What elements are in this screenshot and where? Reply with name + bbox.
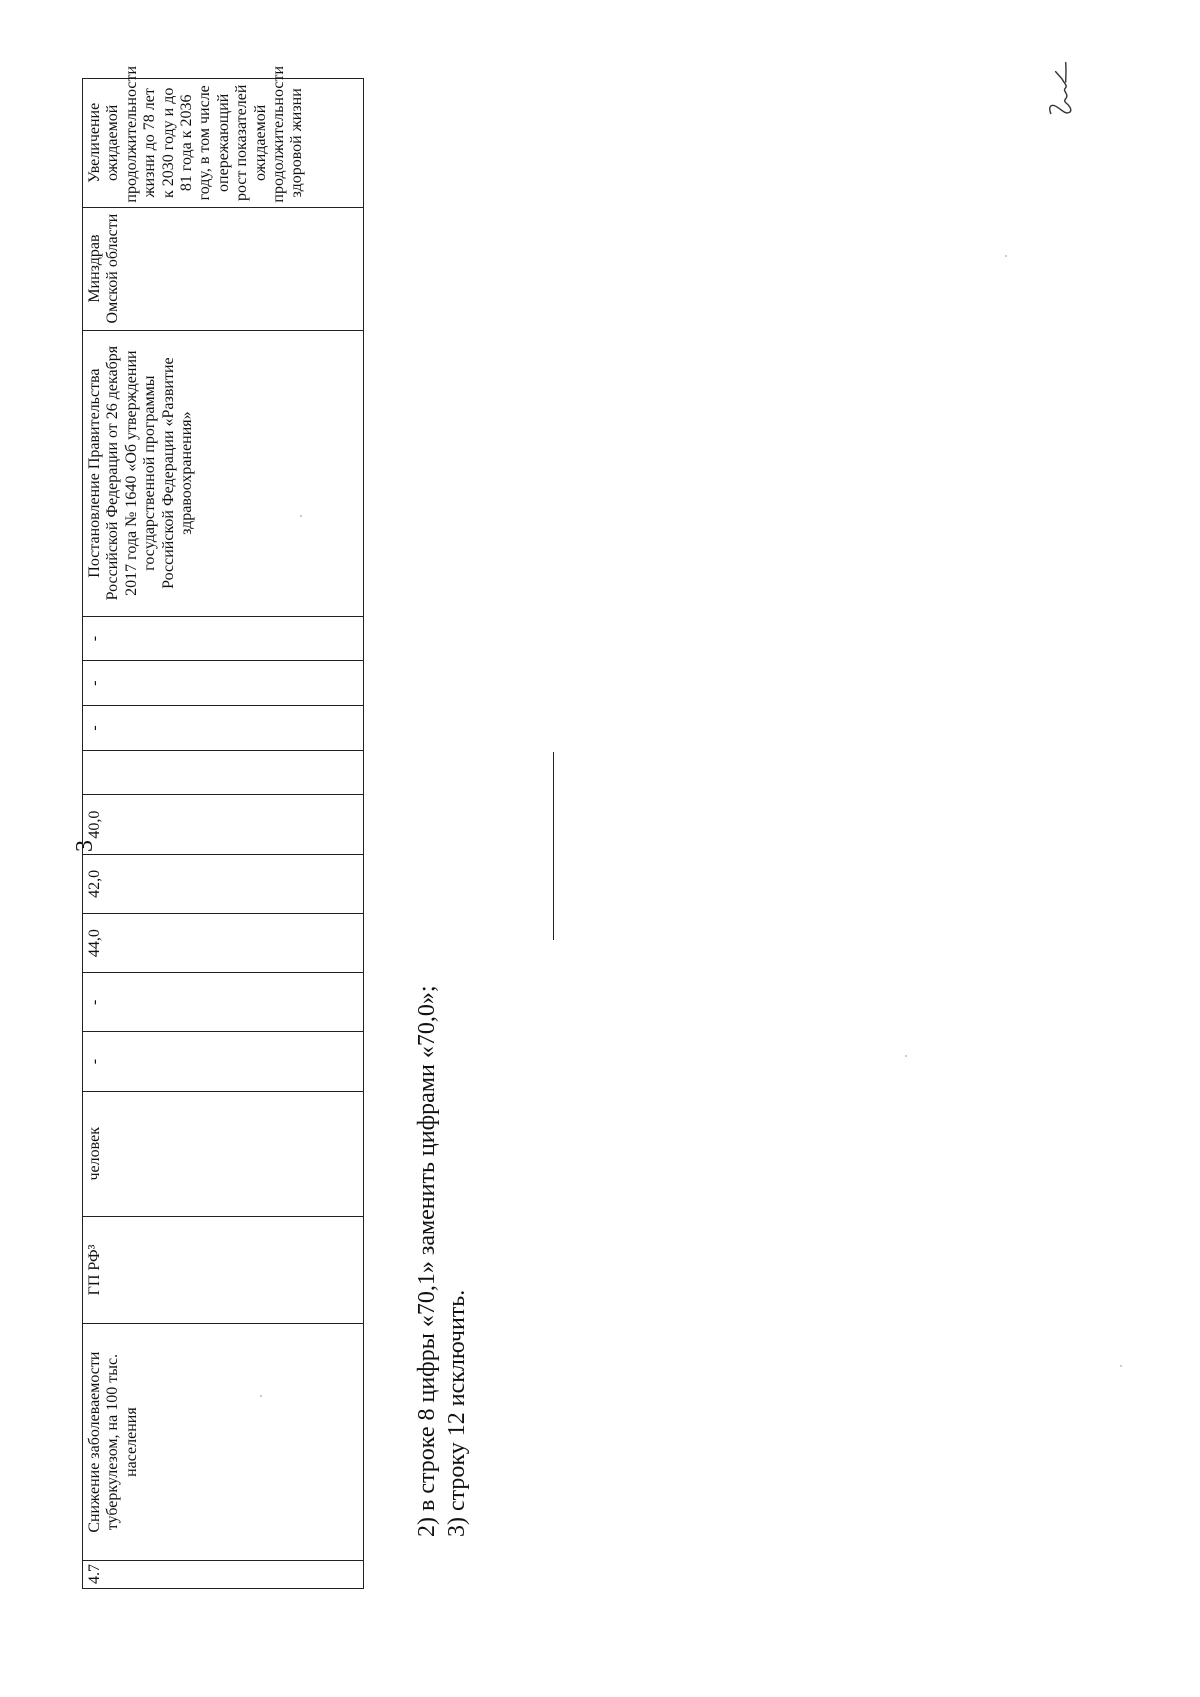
row-number-cell: 4.7 [83,1561,364,1589]
indicator-name-cell: Снижение заболеваемости туберкулезом, на 100 тыс. населения [83,1324,364,1561]
handwritten-initials-mark [1042,57,1088,123]
value-cell: - [83,1032,364,1091]
scan-speck [1120,1365,1122,1367]
value-cell: 44,0 [83,913,364,972]
unit-cell: человек [83,1091,364,1216]
value-cell [83,750,364,795]
value-cell: 42,0 [83,854,364,913]
amendment-item: 2) в строке 8 цифры «70,1» заменить цифрами «70,0»; [414,985,440,1537]
value-cell: - [83,661,364,706]
source-cell: ГП РФ³ [83,1216,364,1323]
page-number: 3 [72,840,98,852]
amendments-list [412,985,472,1537]
national-goal-cell: Увеличение ожидаемой продолжительности жизни до 78 лет к 2030 году и до 81 года к 2036 году, в том числе опережающий рост показателей ожидаемой продолжительности здоровой жизни [83,79,364,208]
scan-speck [1005,255,1007,257]
table-row [83,79,364,1589]
closing-rule-line [553,752,554,940]
scan-speck [300,515,302,517]
legal-document-cell: Постановление Правительства Российской Федерации от 26 декабря 2017 года № 1640 «Об утверждении государственной программы Российской Федерации «Развитие здравоохранения» [83,330,364,616]
value-cell: - [83,616,364,661]
indicator-table [82,65,364,1589]
amendment-item: 3) строку 12 исключить. [444,1289,470,1537]
scan-speck [260,1395,262,1397]
responsible-executor-cell: Минздрав Омской области [83,207,364,330]
value-cell: 40,0 [83,795,364,854]
value-cell: - [83,706,364,751]
value-cell: - [83,973,364,1032]
scan-speck [905,1055,907,1057]
